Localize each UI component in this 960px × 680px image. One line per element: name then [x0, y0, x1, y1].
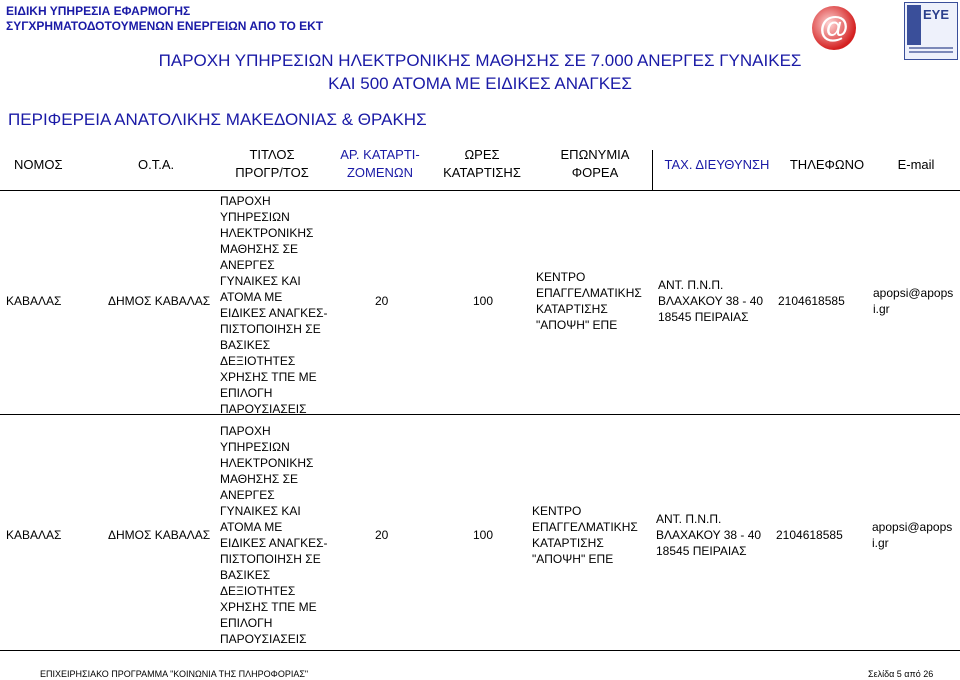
row-trainees: 20 [375, 528, 389, 542]
row-program-title: ΠΑΡΟΧΗ ΥΠΗΡΕΣΙΩΝ ΗΛΕΚΤΡΟΝΙΚΗΣ ΜΑΘΗΣΗΣ ΣΕ ΑΝΕΡΓΕΣ ΓΥΝΑΙΚΕΣ ΚΑΙ ΑΤΟΜΑ ΜΕ ΕΙΔΙΚΕΣ ΑΝΑΓΚΕΣ- ΠΙΣΤΟΠΟΙΗΣΗ ΣΕ ΒΑΣΙΚΕΣ ΔΕΞΙΟΤΗΤΕΣ ΧΡΗΣΗΣ ΤΠΕ ΜΕ ΕΠΙΛΟΓΗ ΠΑΡΟΥΣΙΑΣΕΙΣ [220, 424, 328, 646]
row-phone: 2104618585 [776, 528, 843, 542]
row-hours: 100 [473, 294, 494, 308]
at-logo-icon: @ [812, 6, 856, 50]
document-title-line-2: ΚΑΙ 500 ΑΤΟΜΑ ΜΕ ΕΙΔΙΚΕΣ ΑΝΑΓΚΕΣ [328, 74, 632, 93]
table-rule [0, 414, 960, 415]
header-email: E-mail [897, 157, 935, 172]
header-title: ΤΙΤΛΟΣ ΠΡΟΓΡ/ΤΟΣ [235, 147, 309, 180]
table-rule [0, 190, 960, 191]
agency-header [6, 4, 323, 34]
header-hours: ΩΡΕΣ ΚΑΤΑΡΤΙΣΗΣ [443, 147, 521, 180]
row-address: ΑΝΤ. Π.Ν.Π. ΒΛΑΧΑΚΟΥ 38 - 40 18545 ΠΕΙΡΑΙΑΣ [656, 512, 762, 558]
header-phone: ΤΗΛΕΦΩΝΟ [789, 157, 865, 172]
table-rule [0, 650, 960, 651]
eye-logo-line-icon [909, 47, 953, 49]
row-address: ΑΝΤ. Π.Ν.Π. ΒΛΑΧΑΚΟΥ 38 - 40 18545 ΠΕΙΡΑΙΑΣ [658, 278, 764, 324]
region-heading: ΠΕΡΙΦΕΡΕΙΑ ΑΝΑΤΟΛΙΚΗΣ ΜΑΚΕΔΟΝΙΑΣ & ΘΡΑΚΗΣ [8, 110, 427, 129]
header-divider [652, 150, 653, 190]
row-provider: ΚΕΝΤΡΟ ΕΠΑΓΓΕΛΜΑΤΙΚΗΣ ΚΑΤΑΡΤΙΣΗΣ "ΑΠΟΨΗ" ΕΠΕ [532, 504, 638, 566]
row-hours: 100 [473, 528, 494, 542]
row-email[interactable]: apopsi@apops i.gr [873, 286, 954, 316]
header-ota: Ο.Τ.Α. [138, 157, 175, 172]
document-title-line-1: ΠΑΡΟΧΗ ΥΠΗΡΕΣΙΩΝ ΗΛΕΚΤΡΟΝΙΚΗΣ ΜΑΘΗΣΗΣ ΣΕ 7.000 ΑΝΕΡΓΕΣ ΓΥΝΑΙΚΕΣ [158, 51, 802, 70]
row-ota: ΔΗΜΟΣ ΚΑΒΑΛΑΣ [108, 294, 211, 308]
header-trainees: ΑΡ. ΚΑΤΑΡΤΙ- ΖΟΜΕΝΩΝ [340, 147, 420, 180]
footer-program: ΕΠΙΧΕΙΡΗΣΙΑΚΟ ΠΡΟΓΡΑΜΜΑ "ΚΟΙΝΩΝΙΑ ΤΗΣ ΠΛΗΡΟΦΟΡΙΑΣ" [40, 669, 309, 679]
row-phone: 2104618585 [778, 294, 845, 308]
row-ota: ΔΗΜΟΣ ΚΑΒΑΛΑΣ [108, 528, 211, 542]
eye-logo-text: ΕΥΕ [923, 7, 950, 22]
header-nomos: ΝΟΜΟΣ [14, 157, 63, 172]
row-nomos: ΚΑΒΑΛΑΣ [6, 528, 62, 542]
row-nomos: ΚΑΒΑΛΑΣ [6, 294, 62, 308]
row-trainees: 20 [375, 294, 389, 308]
row-email[interactable]: apopsi@apops i.gr [872, 520, 953, 550]
agency-line-1: ΕΙΔΙΚΗ ΥΠΗΡΕΣΙΑ ΕΦΑΡΜΟΓΗΣ [6, 4, 191, 18]
row-provider: ΚΕΝΤΡΟ ΕΠΑΓΓΕΛΜΑΤΙΚΗΣ ΚΑΤΑΡΤΙΣΗΣ "ΑΠΟΨΗ" ΕΠΕ [536, 270, 642, 332]
eye-logo-mark-icon [907, 5, 921, 45]
header-provider: ΕΠΩΝΥΜΙΑ ΦΟΡΕΑ [560, 147, 630, 180]
header-address: ΤΑΧ. ΔΙΕΥΘΥΝΣΗ [664, 157, 770, 172]
agency-line-2: ΣΥΓΧΡΗΜΑΤΟΔΟΤΟΥΜΕΝΩΝ ΕΝΕΡΓΕΙΩΝ ΑΠΟ ΤΟ ΕΚΤ [6, 19, 324, 33]
row-program-title: ΠΑΡΟΧΗ ΥΠΗΡΕΣΙΩΝ ΗΛΕΚΤΡΟΝΙΚΗΣ ΜΑΘΗΣΗΣ ΣΕ ΑΝΕΡΓΕΣ ΓΥΝΑΙΚΕΣ ΚΑΙ ΑΤΟΜΑ ΜΕ ΕΙΔΙΚΕΣ ΑΝΑΓΚΕΣ- ΠΙΣΤΟΠΟΙΗΣΗ ΣΕ ΒΑΣΙΚΕΣ ΔΕΞΙΟΤΗΤΕΣ ΧΡΗΣΗΣ ΤΠΕ ΜΕ ΕΠΙΛΟΓΗ ΠΑΡΟΥΣΙΑΣΕΙΣ [220, 194, 328, 416]
footer-page-number: Σελίδα 5 από 26 [868, 669, 934, 679]
